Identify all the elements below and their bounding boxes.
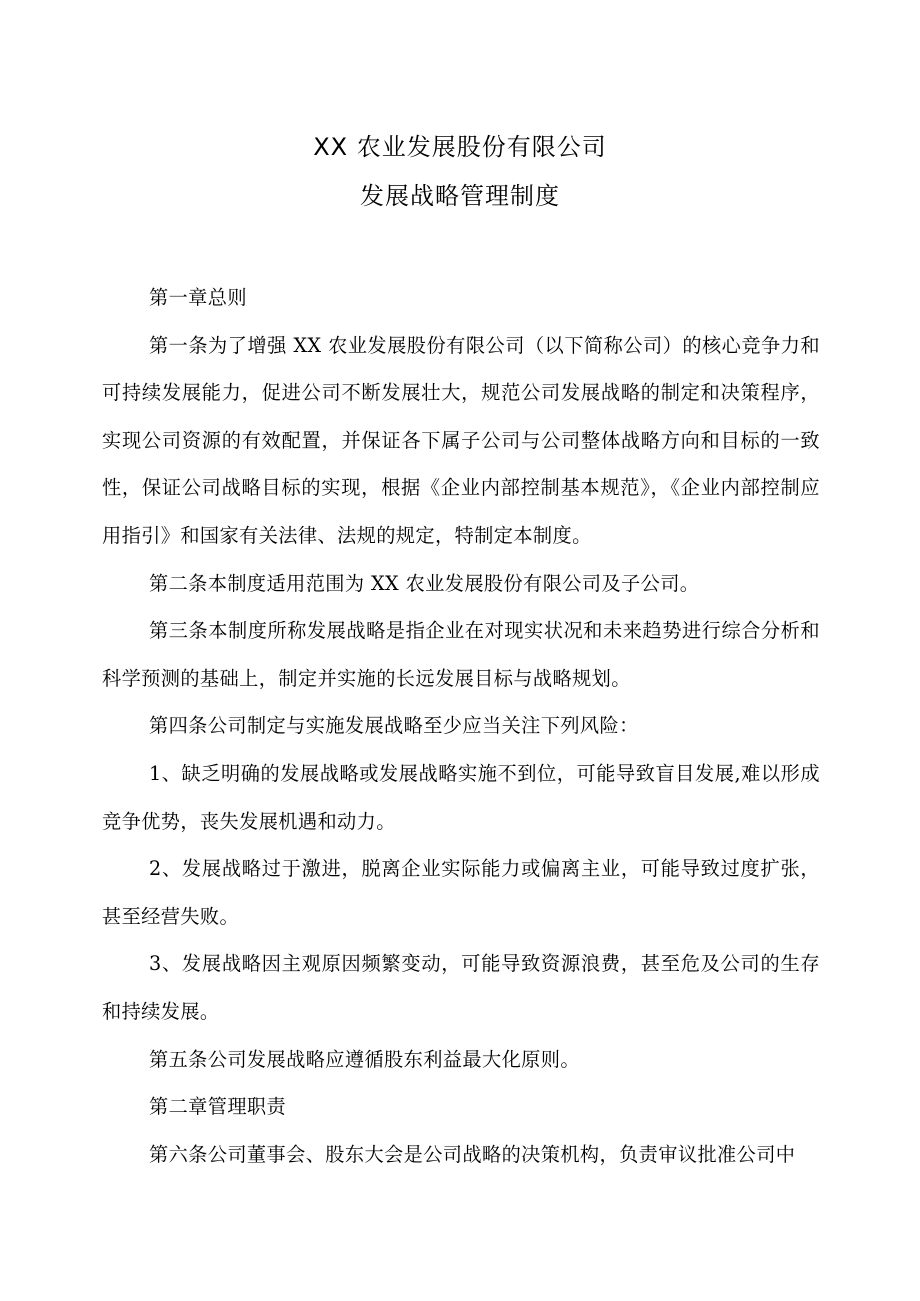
list-item: 2、发展战略过于激进，脱离企业实际能力或偏离主业，可能导致过度扩张，甚至经营失败。 xyxy=(102,857,820,928)
body-paragraph: 第六条公司董事会、股东大会是公司战略的决策机构，负责审议批准公司中 xyxy=(149,1142,796,1166)
document-body xyxy=(102,274,820,1178)
document-title-line-1: XX 农业发展股份有限公司 xyxy=(313,133,607,161)
list-item: 1、缺乏明确的发展战略或发展战略实施不到位，可能导致盲目发展,难以形成竞争优势，丧失发展机遇和动力。 xyxy=(102,761,820,833)
list-item: 3、发展战略因主观原因频繁变动，可能导致资源浪费，甚至危及公司的生存和持续发展。 xyxy=(102,952,820,1023)
chapter-heading: 第一章总则 xyxy=(149,286,247,309)
body-paragraph: 第五条公司发展战略应遵循股东利益最大化原则。 xyxy=(149,1047,580,1071)
body-paragraph: 第二条本制度适用范围为 XX 农业发展股份有限公司及子公司。 xyxy=(149,571,700,595)
body-paragraph: 第一条为了增强 XX 农业发展股份有限公司（以下简称公司）的核心竞争力和可持续发展能力，促进公司不断发展壮大，规范公司发展战略的制定和决策程序，实现公司资源的有效配置，并保证各下属子公司与公司整体战略方向和目标的一致性，保证公司战略目标的实现，根据《企业内部控制基本规范》，《企业内部控制应用指引》和国家有关法律、法规的规定，特制定本制度。 xyxy=(102,333,820,547)
chapter-heading: 第二章管理职责 xyxy=(149,1095,287,1119)
document-title-line-2: 发展战略管理制度 xyxy=(360,182,560,210)
body-paragraph: 第三条本制度所称发展战略是指企业在对现实状况和未来趋势进行综合分析和科学预测的基础上，制定并实施的长远发展目标与战略规划。 xyxy=(102,619,820,690)
body-paragraph: 第四条公司制定与实施发展战略至少应当关注下列风险： xyxy=(149,714,639,738)
